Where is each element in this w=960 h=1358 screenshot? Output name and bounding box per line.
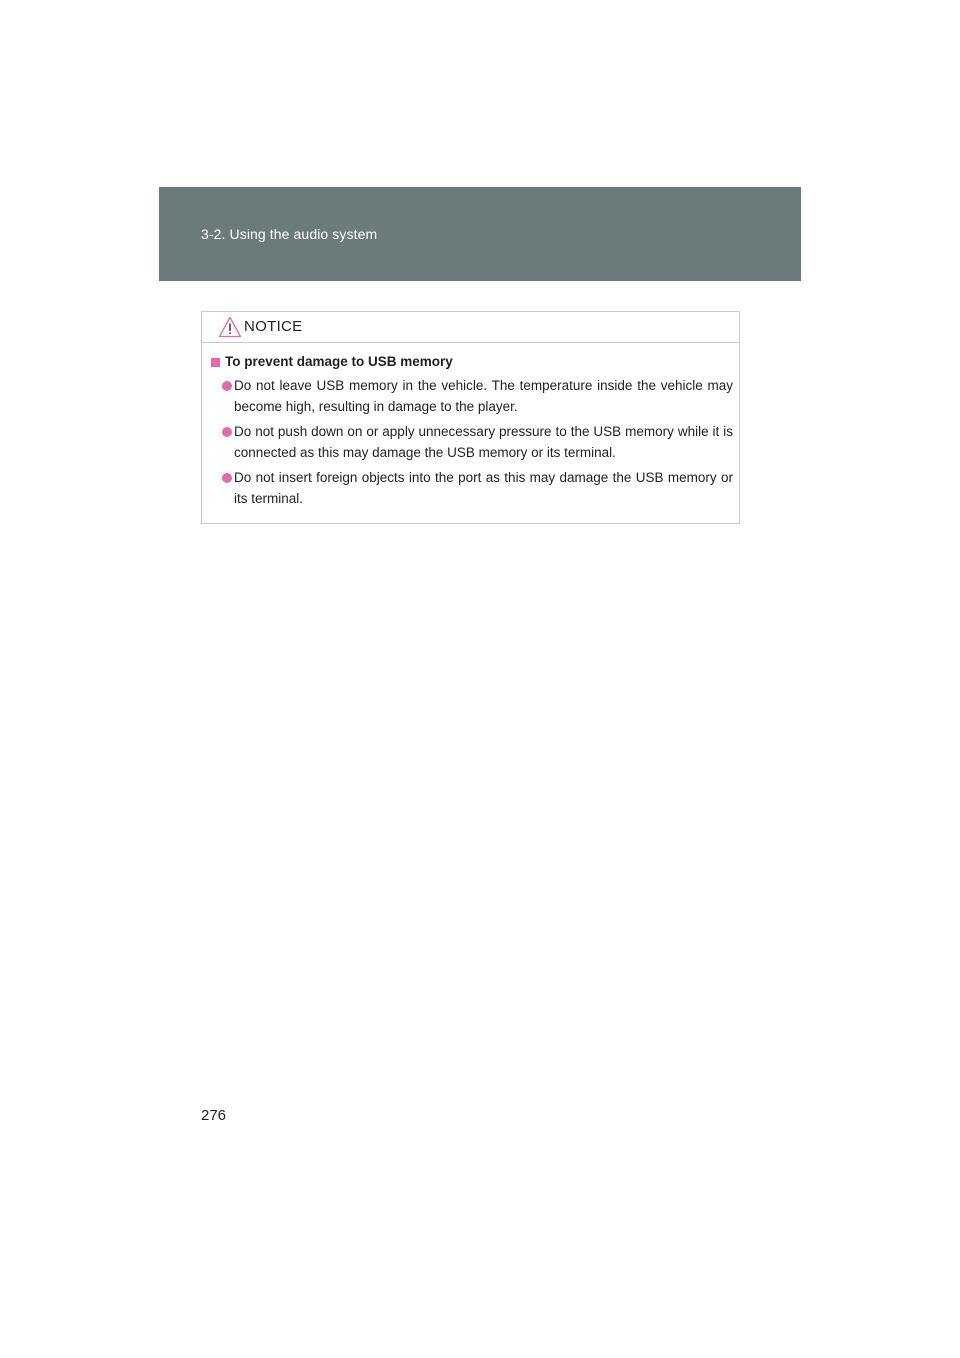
notice-bullet [202, 376, 739, 417]
page-number: 276 [201, 1107, 227, 1124]
notice-title: NOTICE [244, 318, 303, 335]
notice-box [201, 311, 740, 524]
section-header-band [159, 187, 801, 281]
square-icon [211, 358, 220, 367]
notice-header [202, 312, 739, 343]
warning-triangle-icon [218, 316, 242, 338]
notice-bullet-text: Do not insert foreign objects into the port as this may damage the USB memory or its terminal. [234, 470, 733, 506]
notice-bullet-text: Do not push down on or apply unnecessary pressure to the USB memory while it is connected as this may damage the USB memory or its terminal. [234, 424, 733, 460]
notice-bullet [202, 468, 739, 509]
circle-bullet-icon [222, 381, 232, 391]
circle-bullet-icon [222, 473, 232, 483]
notice-subheading-text: To prevent damage to USB memory [225, 354, 453, 369]
notice-bullet-text: Do not leave USB memory in the vehicle. The temperature inside the vehicle may become high, resulting in damage to the player. [234, 378, 733, 414]
section-title: 3-2. Using the audio system [201, 226, 378, 242]
notice-bullet [202, 422, 739, 463]
circle-bullet-icon [222, 427, 232, 437]
notice-body [202, 352, 739, 509]
notice-subheading [211, 352, 739, 372]
